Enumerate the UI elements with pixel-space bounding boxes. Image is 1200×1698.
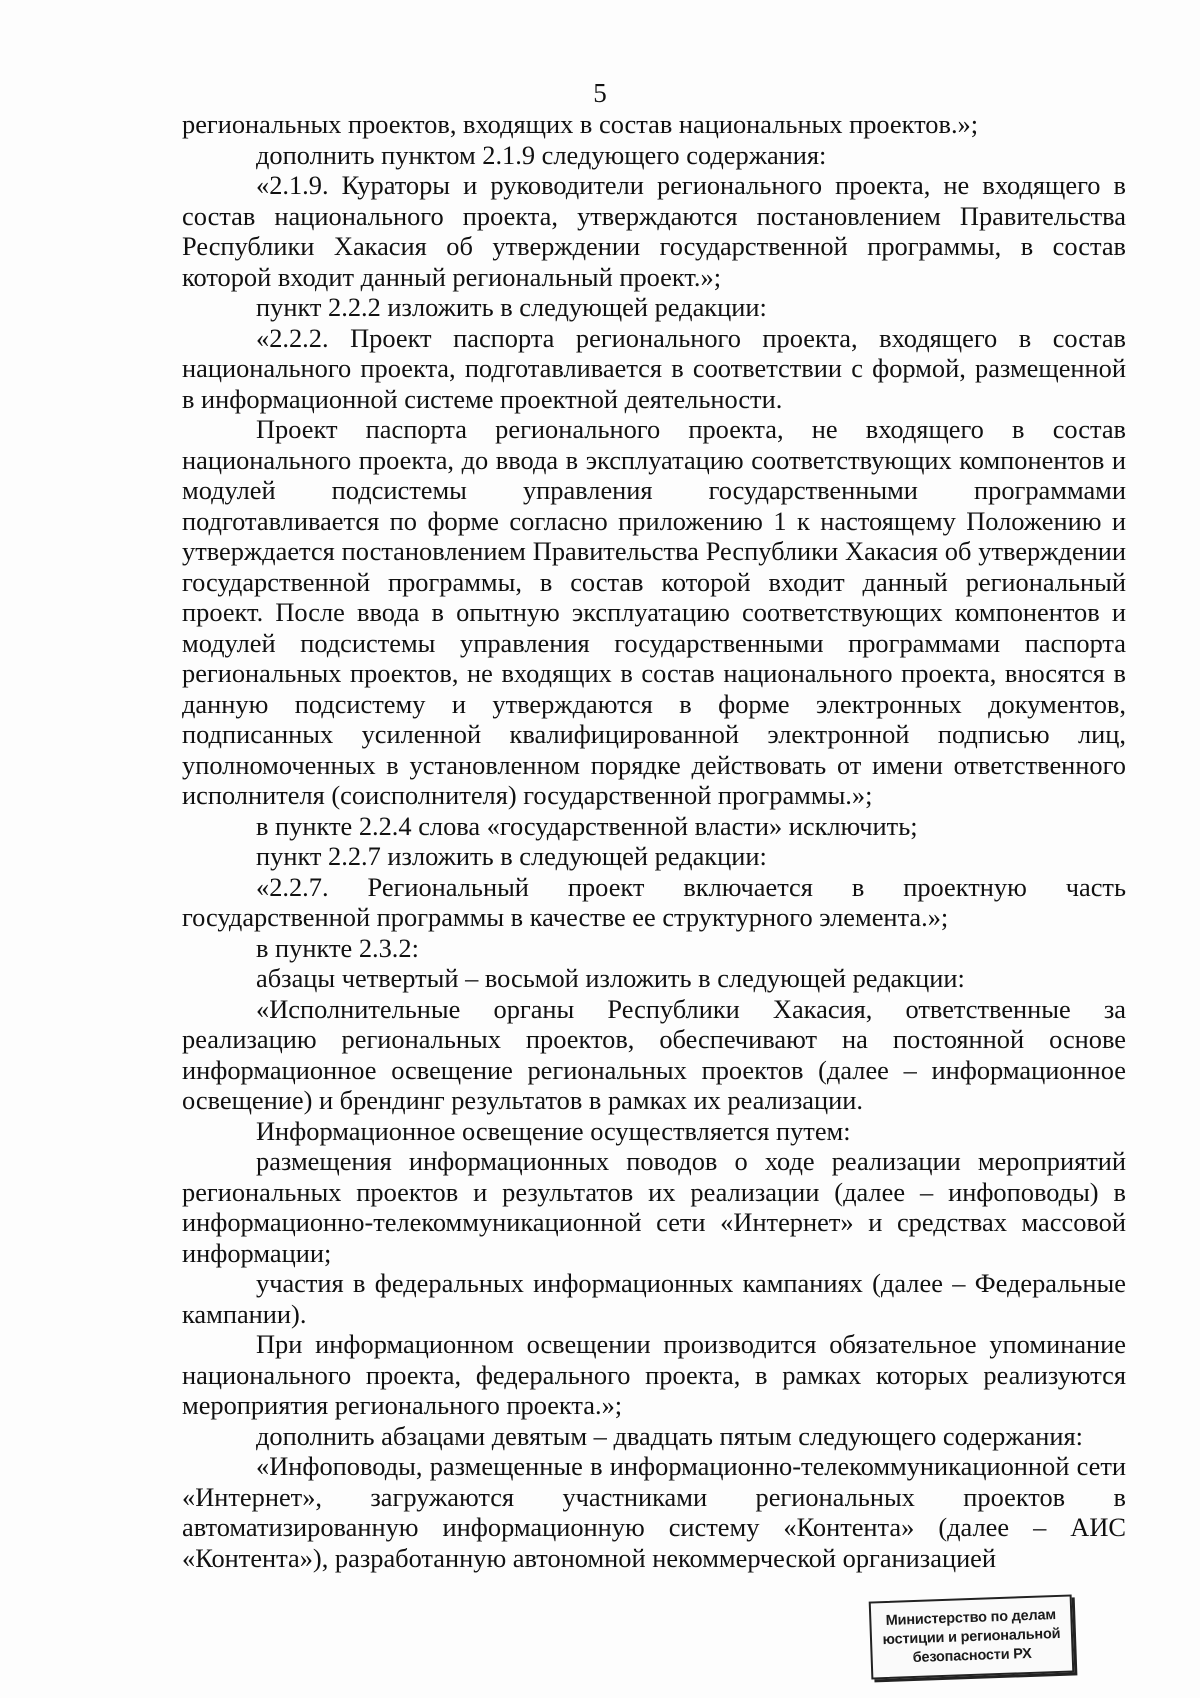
ministry-stamp bbox=[869, 1594, 1075, 1679]
paragraph: «2.2.2. Проект паспорта регионального проекта, входящего в состав национального проекта, подготавливается в соответствии с формой, размещенной в информационной системе проектной деятельности. bbox=[182, 322, 1126, 414]
paragraph: участия в федеральных информационных кампаниях (далее – Федеральные кампании). bbox=[182, 1268, 1126, 1329]
paragraph: «2.1.9. Кураторы и руководители регионального проекта, не входящего в состав национального проекта, утверждаются постановлением Правительства Республики Хакасия об утверждении государственной программы, в состав которой входит данный региональный проект.»; bbox=[182, 170, 1126, 292]
paragraph: «Исполнительные органы Республики Хакасия, ответственные за реализацию региональных проектов, обеспечивают на постоянной основе информационное освещение региональных проектов (далее – информационное освещение) и брендинг результатов в рамках их реализации. bbox=[182, 993, 1126, 1115]
paragraph: региональных проектов, входящих в состав национальных проектов.»; bbox=[182, 109, 979, 139]
paragraph: размещения информационных поводов о ходе реализации мероприятий региональных проектов и результатов их реализации (далее – инфоповоды) в информационно-телекоммуникационной сети «Интернет» и средствах массовой информации; bbox=[182, 1146, 1126, 1268]
paragraph: Информационное освещение осуществляется путем: bbox=[256, 1115, 851, 1146]
paragraph: пункт 2.2.7 изложить в следующей редакции: bbox=[256, 841, 767, 871]
paragraph: «Инфоповоды, размещенные в информационно-телекоммуникационной сети «Интернет», загружаются участниками региональных проектов в автоматизированную информационную систему «Контента» (далее – АИС «Контента»), разработанную автономной некоммерческой организацией bbox=[182, 1451, 1126, 1573]
page-number: 5 bbox=[593, 78, 607, 108]
paragraph: «2.2.7. Региональный проект включается в проектную часть государственной программы в качестве ее структурного элемента.»; bbox=[182, 871, 1126, 932]
paragraph: дополнить пунктом 2.1.9 следующего содержания: bbox=[256, 139, 827, 170]
paragraph: Проект паспорта регионального проекта, не входящего в состав национального проекта, до ввода в эксплуатацию соответствующих компонентов и модулей подсистемы управления государственными программами подготавливается по форме согласно приложению 1 к настоящему Положению и утверждается постановлением Правительства Республики Хакасия об утверждении государственной программы, в состав которой входит данный региональный проект. После ввода в опытную эксплуатацию соответствующих компонентов и модулей подсистемы управления государственными программами паспорта региональных проектов, не входящих в состав национального проекта, вносятся в данную подсистему и утверждаются в форме электронных документов, подписанных усиленной квалифицированной электронной подписью лиц, уполномоченных в установленном порядке действовать от имени ответственного исполнителя (соисполнителя) государственной программы.»; bbox=[182, 414, 1126, 810]
document-body bbox=[182, 109, 1126, 1573]
paragraph: При информационном освещении производится обязательное упоминание национального проекта, федерального проекта, в рамках которых реализуются мероприятия регионального проекта.»; bbox=[182, 1329, 1126, 1420]
paragraph: дополнить абзацами девятым – двадцать пятым следующего содержания: bbox=[256, 1420, 1084, 1451]
paragraph: абзацы четвертый – восьмой изложить в следующей редакции: bbox=[256, 963, 965, 993]
stamp-line: Министерство по делам bbox=[885, 1606, 1057, 1629]
paragraph: в пункте 2.2.4 слова «государственной власти» исключить; bbox=[256, 810, 918, 841]
paragraph: в пункте 2.3.2: bbox=[256, 932, 419, 963]
stamp-line: безопасности РХ bbox=[912, 1645, 1032, 1666]
stamp-line: юстиции и региональной bbox=[882, 1625, 1061, 1648]
paragraph: пункт 2.2.2 изложить в следующей редакции: bbox=[256, 292, 767, 322]
